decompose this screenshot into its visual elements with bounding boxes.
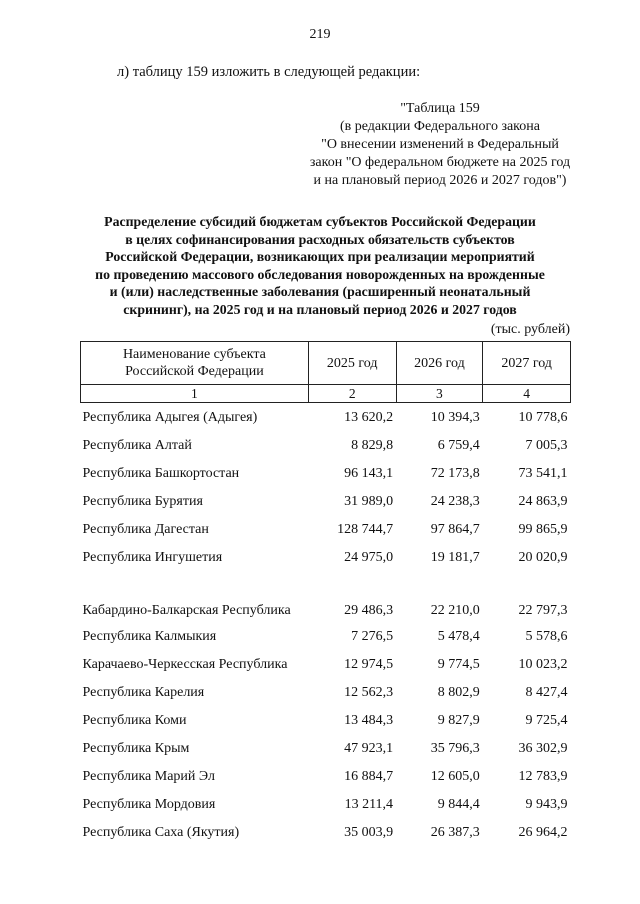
value-2027: 24 863,9 — [518, 493, 568, 509]
table-row — [81, 734, 571, 762]
value-2026: 9 844,4 — [437, 796, 480, 812]
value-2026: 22 210,0 — [430, 603, 480, 618]
subsidy-table — [80, 341, 571, 846]
heading-line: и (или) наследственные заболевания (расширенный неонатальный — [109, 284, 531, 300]
value-2025: 7 276,5 — [351, 628, 394, 644]
value-2025: 47 923,1 — [344, 740, 394, 756]
header-region-line: Российской Федерации — [125, 364, 264, 379]
value-2025: 31 989,0 — [344, 493, 394, 509]
table-row — [81, 571, 571, 622]
value-2025: 96 143,1 — [344, 465, 394, 481]
region-name: Карачаево-Черкесская Республика — [82, 656, 288, 672]
table-row — [81, 487, 571, 515]
value-2026: 26 387,3 — [430, 824, 480, 840]
table-heading — [60, 213, 580, 319]
table-header-row — [81, 342, 571, 385]
caption-line: (в редакции Федерального закона — [340, 119, 540, 134]
value-2025: 24 975,0 — [344, 549, 394, 565]
value-2027: 9 943,9 — [525, 796, 568, 812]
header-region-name — [81, 342, 309, 385]
table-row — [81, 818, 571, 846]
value-2027: 20 020,9 — [518, 549, 568, 565]
caption-line: "О внесении изменений в Федеральный — [321, 137, 559, 152]
region-name: Республика Мордовия — [82, 796, 216, 812]
value-2027: 12 783,9 — [518, 768, 568, 784]
header-year-2026: 2026 год — [396, 342, 483, 385]
value-2027: 10 023,2 — [518, 656, 568, 672]
value-2025: 13 484,3 — [344, 712, 394, 728]
column-number: 2 — [308, 385, 396, 403]
column-number: 3 — [396, 385, 483, 403]
value-2027: 99 865,9 — [518, 521, 568, 537]
value-2026: 72 173,8 — [430, 465, 480, 481]
caption-line: "Таблица 159 — [400, 101, 480, 116]
column-number-row — [81, 385, 571, 403]
table-row — [81, 459, 571, 487]
table-row — [81, 543, 571, 571]
value-2026: 5 478,4 — [437, 628, 480, 644]
value-2025: 35 003,9 — [344, 824, 394, 840]
value-2027: 8 427,4 — [525, 684, 568, 700]
table-row — [81, 403, 571, 432]
region-name: Республика Саха (Якутия) — [82, 824, 240, 840]
region-name: Республика Коми — [82, 712, 187, 728]
value-2027: 22 797,3 — [518, 603, 568, 618]
region-name: Республика Бурятия — [82, 493, 203, 509]
value-2026: 24 238,3 — [430, 493, 480, 509]
value-2027: 7 005,3 — [525, 437, 568, 453]
region-name: Республика Калмыкия — [82, 628, 217, 644]
value-2026: 10 394,3 — [430, 409, 480, 425]
value-2026: 8 802,9 — [437, 684, 480, 700]
header-region-line: Наименование субъекта — [122, 347, 266, 362]
table-row — [81, 622, 571, 650]
page-number: 219 — [309, 27, 331, 42]
region-name: Республика Башкортостан — [82, 465, 240, 481]
table-row — [81, 431, 571, 459]
value-2027: 10 778,6 — [518, 409, 568, 425]
units-label: (тыс. рублей) — [490, 322, 570, 337]
value-2026: 9 827,9 — [437, 712, 480, 728]
table-row — [81, 762, 571, 790]
region-name: Республика Ингушетия — [82, 549, 223, 565]
caption-line: закон "О федеральном бюджете на 2025 год — [309, 155, 571, 170]
region-name: Республика Крым — [82, 740, 190, 756]
table-row — [81, 706, 571, 734]
value-2025: 29 486,3 — [344, 603, 394, 618]
heading-line: скрининг), на 2025 год и на плановый период 2026 и 2027 годов — [123, 301, 517, 317]
value-2027: 9 725,4 — [525, 712, 568, 728]
value-2027: 26 964,2 — [518, 824, 568, 840]
header-year-2025: 2025 год — [308, 342, 396, 385]
value-2026: 6 759,4 — [437, 437, 480, 453]
table-row — [81, 678, 571, 706]
region-name: Республика Дагестан — [82, 521, 209, 537]
heading-line: по проведению массового обследования новорожденных на врожденные — [95, 266, 545, 282]
region-name: Республика Адыгея (Адыгея) — [82, 409, 258, 425]
intro-text: л) таблицу 159 изложить в следующей редакции: — [117, 64, 421, 80]
value-2025: 13 620,2 — [344, 409, 394, 425]
heading-line: в целях софинансирования расходных обязательств субъектов — [125, 231, 515, 247]
value-2025: 8 829,8 — [351, 437, 394, 453]
region-name: Республика Марий Эл — [82, 768, 215, 784]
value-2025: 12 974,5 — [344, 656, 394, 672]
value-2025: 16 884,7 — [344, 768, 394, 784]
table-row — [81, 650, 571, 678]
value-2026: 19 181,7 — [430, 549, 480, 565]
column-number: 4 — [483, 385, 571, 403]
value-2025: 128 744,7 — [337, 521, 394, 537]
region-name: Республика Карелия — [82, 684, 205, 700]
table-row — [81, 790, 571, 818]
value-2027: 5 578,6 — [525, 628, 568, 644]
value-2025: 13 211,4 — [344, 796, 394, 812]
value-2026: 97 864,7 — [430, 521, 480, 537]
heading-line: Распределение субсидий бюджетам субъектов Российской Федерации — [104, 214, 536, 229]
header-year-2027: 2027 год — [483, 342, 571, 385]
value-2026: 12 605,0 — [430, 768, 480, 784]
region-name: Кабардино-Балкарская Республика — [82, 603, 291, 618]
value-2026: 9 774,5 — [437, 656, 480, 672]
column-number: 1 — [81, 385, 309, 403]
table-caption — [270, 100, 610, 190]
value-2027: 73 541,1 — [518, 465, 568, 481]
table-row — [81, 515, 571, 543]
value-2026: 35 796,3 — [430, 740, 480, 756]
caption-line: и на плановый период 2026 и 2027 годов") — [313, 173, 567, 188]
value-2025: 12 562,3 — [344, 684, 394, 700]
value-2027: 36 302,9 — [518, 740, 568, 756]
region-name: Республика Алтай — [82, 437, 192, 453]
heading-line: Российской Федерации, возникающих при реализации мероприятий — [105, 249, 535, 265]
